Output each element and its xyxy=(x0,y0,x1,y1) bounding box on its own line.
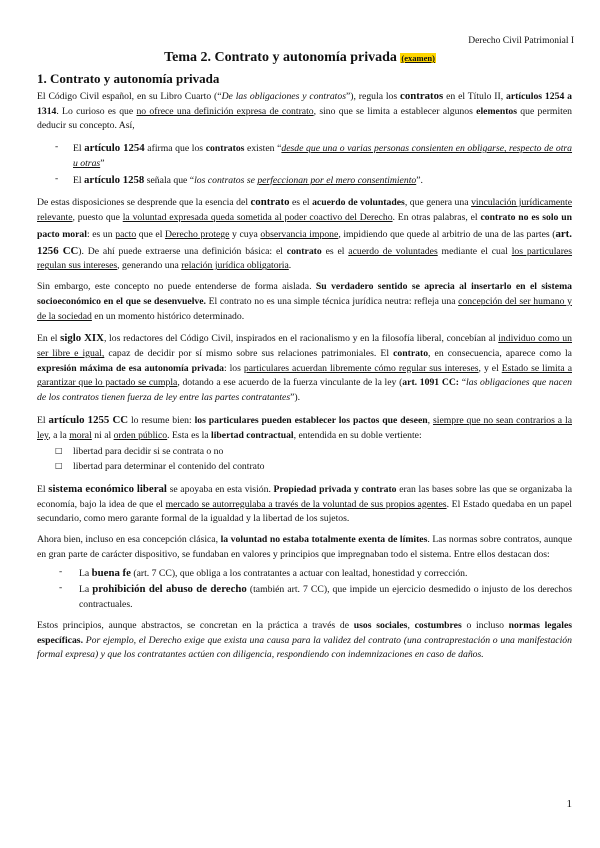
list-item-article-1258: - El artículo 1258 señala que “los contratos se perfeccionan por el mero consentimiento”. xyxy=(37,172,572,189)
paragraph-context: Sin embargo, este concepto no puede entenderse de forma aislada. Su verdadero sentido se aprecia al insertarlo en el sistema socioeconómico en el que se desenvuelve. El contrato no es una simple técnica jurídica neutra: refleja una concepción del ser humano y de la sociedad en un momento histórico determinado. xyxy=(37,281,572,322)
exam-tag: (examen) xyxy=(401,53,435,63)
list-item-article-1254: - El artículo 1254 afirma que los contratos existen “desde que una o varias personas consienten en obligarse, respecto de otra u otras” xyxy=(37,140,572,171)
list-item-buena-fe: - La buena fe (art. 7 CC), que obliga a los contratantes a actuar con lealtad, honestidad y corrección. xyxy=(37,565,572,582)
paragraph-article-1255: El artículo 1255 CC lo resume bien: los particulares pueden establecer los pactos que deseen, siempre que no sean contrarios a la ley, a la moral ni al orden público. Esta es la libertad contractual, entendida en su doble vertiente: xyxy=(37,413,572,441)
title-text: Tema 2. Contrato y autonomía privada xyxy=(164,50,397,65)
document-body xyxy=(37,88,572,669)
paragraph-intro: El Código Civil español, en su Libro Cuarto (“De las obligaciones y contratos”), regula los contratos en el Título II, artículos 1254 a 1314. Lo curioso es que no ofrece una definición expresa de contrato, sino que se limita a establecer algunos elementos que permiten deducir su concepto. Así, xyxy=(37,90,572,132)
bullet-freedom-to-contract: □ libertad para decidir si se contrata o no xyxy=(37,445,572,460)
bullet-freedom-of-content: □ libertad para determinar el contenido del contrato xyxy=(37,460,572,475)
section-heading: 1. Contrato y autonomía privada xyxy=(37,71,220,86)
list-item-abuso-derecho: - La prohibición del abuso de derecho (también art. 7 CC), que impide un ejercicio desmedido o injusto de los derechos contractuales. xyxy=(37,581,572,612)
paragraph-principles: Estos principios, aunque abstractos, se concretan en la práctica a través de usos sociales, costumbres o incluso normas legales específicas. Por ejemplo, el Derecho exige que exista una causa para la validez del contrato (una contraprestación o una manifestación formal expresa) y que los contratantes actúen con diligencia, respondiendo con indemnizaciones en caso de daños. xyxy=(37,619,573,661)
paragraph-essence: De estas disposiciones se desprende que la esencia del contrato es el acuerdo de voluntades, que genera una vinculación jurídicamente relevante, puesto que la voluntad expresada queda sometida al poder coactivo del Derecho. En otras palabras, el contrato no es solo un pacto moral: es un pacto que el Derecho protege y cuya observancia impone, impidiendo que quede al arbitrio de una de las partes (art. 1256 CC). De ahí puede extraerse una definición básica: el contrato es el acuerdo de voluntades mediante el cual los particulares regulan sus intereses, generando una relación jurídica obligatoria. xyxy=(37,196,573,272)
page-title xyxy=(0,50,600,66)
paragraph-liberal-system: El sistema económico liberal se apoyaba en esta visión. Propiedad privada y contrato eran las bases sobre las que se organizaba la economía, bajo la idea de que el mercado se autorregulaba a través de la voluntad de sus propios agentes. El Estado quedaba en un papel secundario, como mero garante formal de la igualdad y la libertad de los sujetos. xyxy=(37,482,573,525)
paragraph-limits: Ahora bien, incluso en esa concepción clásica, la voluntad no estaba totalmente exenta de límites. Las normas sobre contratos, aunque en gran parte de carácter dispositivo, se fundaban en valores y principios que impregnaban todo el sistema. Entre ellos destacan dos: xyxy=(37,534,572,560)
running-header: Derecho Civil Patrimonial I xyxy=(468,36,574,46)
page-number: 1 xyxy=(566,798,572,810)
paragraph-siglo-xix: En el siglo XIX, los redactores del Código Civil, inspirados en el racionalismo y en la filosofía liberal, concebían al individuo como un ser libre e igual, capaz de decidir por sí mismo sobre sus relaciones patrimoniales. El contrato, en consecuencia, aparece como la expresión máxima de esa autonomía privada: los particulares acuerdan libremente cómo regular sus intereses, y el Estado se limita a garantizar que lo pactado se cumpla, dotando a ese acuerdo de la fuerza vinculante de la ley (art. 1091 CC: “las obligaciones que nacen de los contratos tienen fuerza de ley entre las partes contratantes”). xyxy=(37,332,572,404)
